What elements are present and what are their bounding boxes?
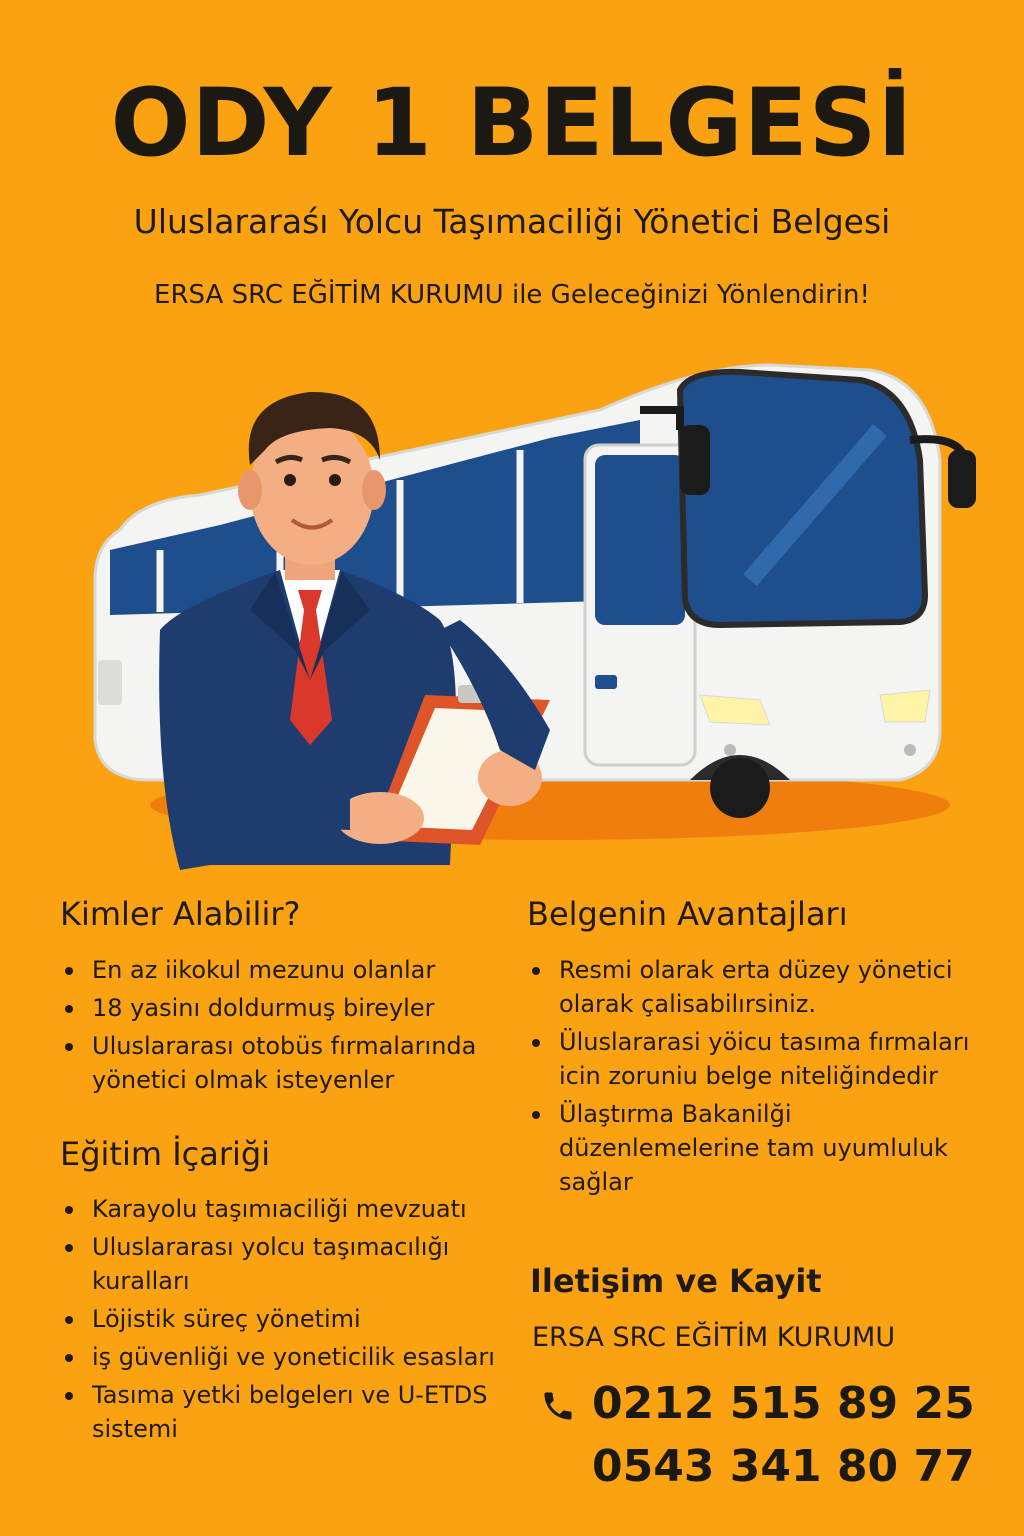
content-list: [60, 1192, 520, 1450]
who-list: [60, 953, 530, 1101]
list-item: Uluslararası yolcu taşımacılığı kuralları: [60, 1230, 520, 1298]
contact-heading: Iletişim ve Kayit: [530, 1262, 822, 1300]
tagline: ERSA SRC EĞİTİM KURUMU ile Geleceğinizi Yönlendirin!: [154, 280, 870, 310]
list-item: Uluslararası otobüs fırmalarında yönetici olmak isteyenler: [60, 1029, 530, 1097]
advantages-heading: Belgenin Avantajları: [527, 895, 848, 933]
list-item: Üluslararasi yöicu tasıma fırmaları icin zoruniu belge niteliğindedir: [527, 1025, 987, 1093]
list-item: Tasıma yetki belgelerı ve U-ETDS sistemi: [60, 1378, 520, 1446]
list-item: iş güvenliği ve yoneticilik esasları: [60, 1340, 520, 1374]
phone-icon: [540, 1388, 576, 1424]
list-item: 18 yasinı doldurmuş bireyler: [60, 991, 530, 1025]
content-heading: Eğitim İçariği: [60, 1135, 271, 1173]
contact-org: ERSA SRC EĞİTİM KURUMU: [532, 1322, 896, 1353]
list-item: En az iikokul mezunu olanlar: [60, 953, 530, 987]
phone-number-2[interactable]: 0543 341 80 77: [592, 1441, 975, 1492]
list-item: Resmi olarak erta düzey yönetici olarak çalisabilırsiniz.: [527, 953, 987, 1021]
advantages-list: [527, 953, 987, 1203]
page-title: ODY 1 BELGESİ: [110, 69, 914, 178]
list-item: Ülaştırma Bakanilği düzenlemelerine tam uyumluluk sağlar: [527, 1097, 987, 1199]
phone-number-1[interactable]: 0212 515 89 25: [592, 1378, 975, 1429]
list-item: Karayolu taşımıaciliği mevzuatı: [60, 1192, 520, 1226]
list-item: Löjistik süreç yönetimi: [60, 1302, 520, 1336]
page-subtitle: Uluslararaśı Yolcu Taşımaciliği Yönetici Belgesi: [133, 202, 891, 241]
who-heading: Kimler Alabilir?: [60, 895, 301, 933]
bus-manager-illustration: [80, 350, 990, 880]
